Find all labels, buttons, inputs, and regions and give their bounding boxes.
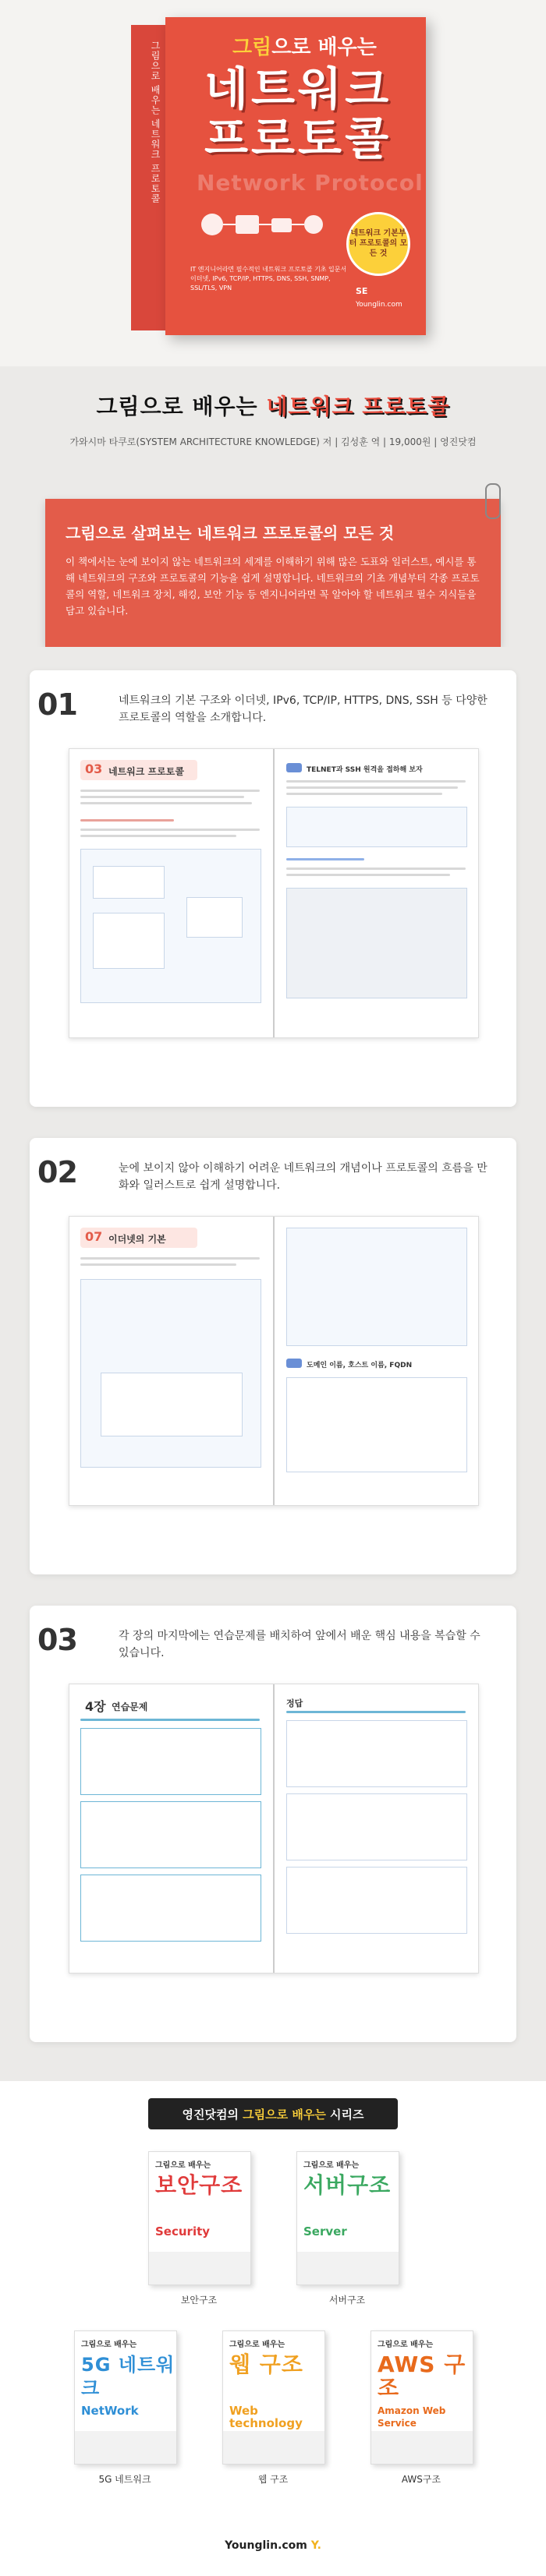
series-title: 영진닷컴의 그림으로 배우는 시리즈 — [182, 2108, 364, 2122]
page-title: 그림으로 배우는 네트워크 프로토콜 — [96, 394, 450, 419]
series-book-label: 5G 네트워크 — [98, 2474, 151, 2485]
section-tag-icon — [286, 1359, 302, 1368]
cover-title: 네트워크 프로토콜 — [204, 62, 392, 165]
note-box — [286, 807, 467, 847]
publisher-logo: SE — [356, 286, 368, 296]
spread-gutter — [273, 1684, 275, 1973]
text-line — [80, 819, 174, 822]
text-line — [80, 829, 260, 831]
dialog-figure — [286, 1377, 467, 1472]
page-spread — [69, 1216, 479, 1506]
book-cover — [131, 17, 426, 337]
series-book-5g-network[interactable]: 그림으로 배우는 5G 네트워크 NetWork — [74, 2330, 177, 2465]
spine-text: 그림으로 배우는 네트워크 프로토콜 — [150, 41, 161, 204]
summary-section — [0, 468, 546, 647]
text-line — [80, 802, 252, 804]
text-line — [80, 1257, 260, 1260]
book-spine — [131, 25, 165, 330]
cover-series-label: 그림으로 배우는 — [232, 36, 377, 59]
feature-section-03 — [30, 1606, 516, 2042]
diagram-node — [186, 897, 243, 938]
hero-section — [0, 0, 546, 366]
right-page-heading: TELNET과 SSH 원격을 접하해 보자 — [307, 766, 423, 774]
spread-gutter — [273, 1217, 275, 1505]
cover-english-title: Network Protocol — [197, 170, 424, 196]
footer-logo: Younglin.com Y. — [225, 2539, 321, 2552]
summary-body: 이 책에서는 눈에 보이지 않는 네트워크의 세계를 이해하기 위해 많은 도표와 일러스트, 예시를 통해 네트워크의 구조와 프로토콜의 기능을 쉽게 설명합니다. 네트워크의 기초 개념부터 각종 프로토콜의 역할, 네트워크 장치, 해킹, 보안 기능 등 엔지니어라면 꼭 알아야 할 네트워크 필수 지식들을 담고 있습니다. — [66, 556, 480, 617]
section-number: 02 — [37, 1155, 77, 1189]
summary-card — [45, 499, 501, 647]
series-book-label: AWS구조 — [401, 2474, 441, 2485]
text-line — [286, 858, 364, 860]
section-text: 네트워크의 기본 구조와 이더넷, IPv6, TCP/IP, HTTPS, DNS, SSH 등 다양한 프로토콜의 역할을 소개합니다. — [119, 694, 488, 724]
title-band — [0, 366, 546, 468]
text-line — [80, 1263, 236, 1266]
text-line — [286, 868, 466, 870]
series-book-security[interactable]: 그림으로 배우는 보안구조 Security — [148, 2151, 251, 2285]
section-text: 눈에 보이지 않아 이해하기 어려운 네트워크의 개념이나 프로토콜의 흐름을 만화와 일러스트로 쉽게 설명합니다. — [119, 1162, 488, 1192]
right-page-heading: 정답 — [286, 1698, 303, 1708]
diagram-box — [286, 1228, 467, 1346]
series-book-web[interactable]: 그림으로 배우는 웹 구조 Web technology — [222, 2330, 325, 2465]
series-book-label: 보안구조 — [180, 2295, 218, 2306]
book-front — [165, 17, 426, 335]
section-text: 각 장의 마지막에는 연습문제를 배치하여 앞에서 배운 핵심 내용을 복습할 수 있습니다. — [119, 1630, 480, 1659]
section-tag-icon — [286, 763, 302, 772]
question-box — [80, 1875, 261, 1942]
series-book-label: 웹 구조 — [257, 2474, 289, 2485]
question-box — [80, 1728, 261, 1795]
answer-box — [286, 1720, 467, 1787]
series-book-label: 서버구조 — [328, 2295, 366, 2306]
diagram-node — [93, 866, 165, 899]
chapter-heading: 03 네트워크 프로토콜 — [80, 760, 197, 780]
text-line — [80, 790, 260, 792]
question-box — [80, 1801, 261, 1868]
diagram-node — [93, 913, 165, 969]
feature-section-01 — [30, 670, 516, 1107]
book-info: 가와시마 타쿠로(SYSTEM ARCHITECTURE KNOWLEDGE) 저 | 김성훈 역 | 19,000원 | 영진닷컴 — [69, 436, 477, 447]
chapter-heading: 07 이더넷의 기본 — [80, 1228, 197, 1248]
text-line — [286, 1711, 466, 1713]
text-line — [286, 874, 450, 876]
section-number: 01 — [37, 687, 77, 722]
answer-box — [286, 1793, 467, 1860]
cover-illustration-icon — [197, 201, 337, 248]
feature-section-02 — [30, 1138, 516, 1574]
paperclip-icon — [485, 483, 501, 519]
cover-description: IT 엔지니어라면 필수적인 네트워크 프로토콜 기초 입문서 이더넷, IPv6, TCP/IP, HTTPS, DNS, SSH, SNMP, SSL/TLS, VPN — [190, 266, 347, 292]
answer-box — [286, 1867, 467, 1934]
cover-badge: 네트워크 기본부터 프로토콜의 모든 것 — [346, 212, 410, 276]
diagram-node — [101, 1373, 243, 1436]
text-line — [286, 793, 442, 795]
page-spread — [69, 1684, 479, 1974]
summary-heading: 그림으로 살펴보는 네트워크 프로토콜의 모든 것 — [66, 524, 395, 542]
series-section — [0, 2081, 546, 2576]
chapter-heading: 4장 연습문제 — [85, 1699, 148, 1714]
page-spread — [69, 748, 479, 1038]
text-line — [80, 1719, 260, 1721]
publisher-brand: Younglin.com — [356, 301, 402, 309]
text-line — [286, 786, 458, 789]
text-line — [80, 796, 244, 798]
feature-sections — [0, 647, 546, 2081]
series-title-box — [148, 2098, 398, 2129]
spread-gutter — [273, 749, 275, 1037]
series-book-server[interactable]: 그림으로 배우는 서버구조 Server — [296, 2151, 399, 2285]
text-line — [286, 780, 466, 783]
right-page-heading: 도메인 이름, 호스트 이름, FQDN — [307, 1362, 413, 1369]
screenshot-figure — [286, 888, 467, 998]
text-line — [80, 835, 236, 837]
series-book-aws[interactable]: 그림으로 배우는 AWS 구조 Amazon Web Service — [370, 2330, 473, 2465]
section-number: 03 — [37, 1623, 77, 1657]
